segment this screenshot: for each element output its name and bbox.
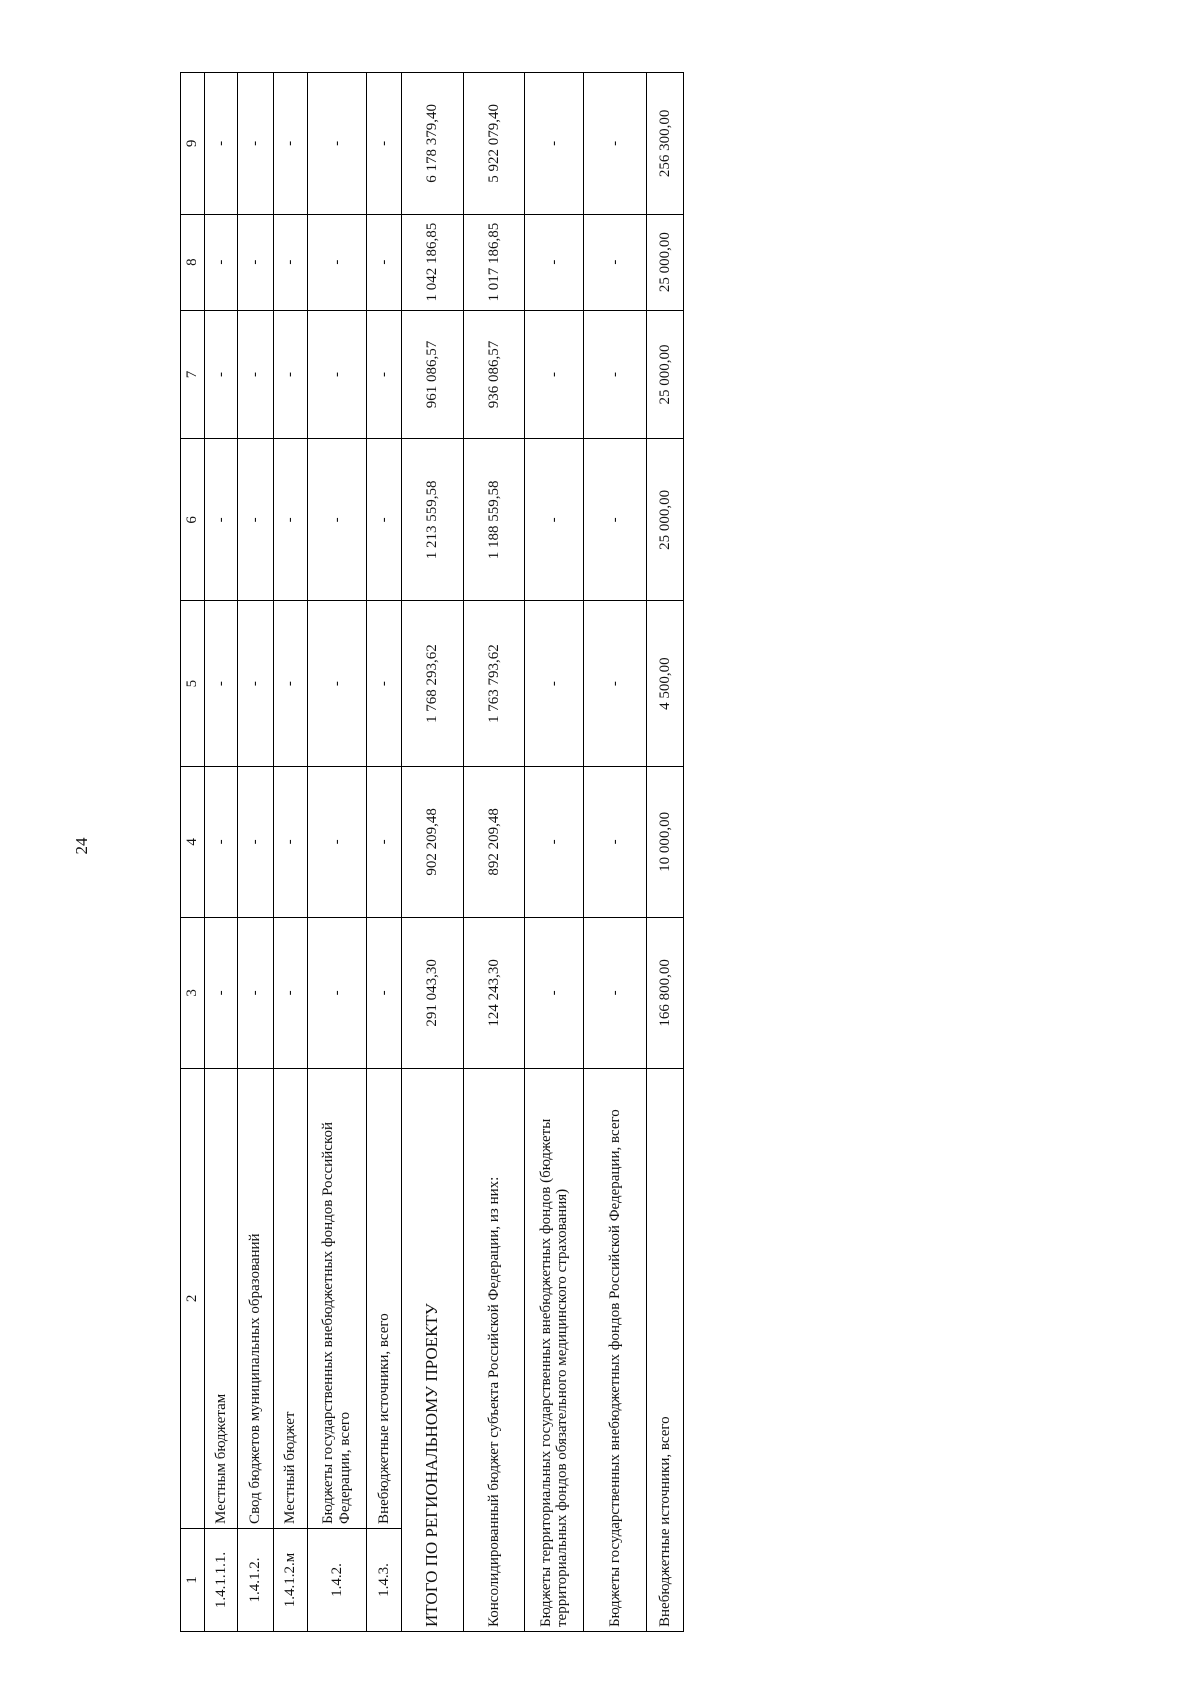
cell-value: - <box>205 73 238 215</box>
cell-value: 936 086,57 <box>464 310 525 439</box>
cell-value: - <box>237 917 273 1068</box>
cell-value: - <box>307 439 366 601</box>
cell-value: 291 043,30 <box>401 917 463 1068</box>
table-row <box>525 73 584 1632</box>
header-cell: 3 <box>181 917 205 1068</box>
cell-value: - <box>525 73 584 215</box>
cell-value: - <box>273 601 307 767</box>
rotated-table-content <box>180 72 684 1632</box>
header-cell: 4 <box>181 766 205 917</box>
cell-value: - <box>273 310 307 439</box>
cell-value: - <box>273 439 307 601</box>
cell-value: - <box>584 310 646 439</box>
cell-value: 1 213 559,58 <box>401 439 463 601</box>
cell-value: 1 017 186,85 <box>464 214 525 310</box>
header-cell: 7 <box>181 310 205 439</box>
cell-value: - <box>205 214 238 310</box>
row-name: Местный бюджет <box>273 1068 307 1528</box>
cell-value: - <box>273 766 307 917</box>
header-cell: 5 <box>181 601 205 767</box>
cell-value: - <box>366 917 401 1068</box>
cell-value: 25 000,00 <box>646 214 683 310</box>
cell-value: - <box>237 439 273 601</box>
cell-value: - <box>584 73 646 215</box>
cell-value: - <box>237 766 273 917</box>
cell-value: 10 000,00 <box>646 766 683 917</box>
cell-value: - <box>525 214 584 310</box>
cell-value: 256 300,00 <box>646 73 683 215</box>
row-name: Бюджеты государственных внебюджетных фондов Российской Федерации, всего <box>584 1068 646 1631</box>
row-name: Внебюджетные источники, всего <box>366 1068 401 1528</box>
cell-value: - <box>584 439 646 601</box>
table-row <box>273 73 307 1632</box>
cell-value: 4 500,00 <box>646 601 683 767</box>
header-row <box>181 73 205 1632</box>
row-code: 1.4.2. <box>307 1528 366 1631</box>
cell-value: 1 763 793,62 <box>464 601 525 767</box>
cell-value: - <box>525 310 584 439</box>
cell-value: - <box>366 310 401 439</box>
table-row <box>584 73 646 1632</box>
cell-value: 6 178 379,40 <box>401 73 463 215</box>
cell-value: - <box>525 917 584 1068</box>
cell-value: - <box>525 601 584 767</box>
table-row <box>307 73 366 1632</box>
row-code: 1.4.1.2. <box>237 1528 273 1631</box>
row-name: ИТОГО ПО РЕГИОНАЛЬНОМУ ПРОЕКТУ <box>401 1068 463 1631</box>
cell-value: - <box>237 214 273 310</box>
cell-value: - <box>205 766 238 917</box>
row-code: 1.4.1.1.1. <box>205 1528 238 1631</box>
cell-value: - <box>205 310 238 439</box>
cell-value: - <box>273 917 307 1068</box>
header-cell: 2 <box>181 1068 205 1528</box>
cell-value: - <box>307 766 366 917</box>
cell-value: 1 042 186,85 <box>401 214 463 310</box>
row-code: 1.4.1.2.м <box>273 1528 307 1631</box>
cell-value: - <box>307 917 366 1068</box>
cell-value: - <box>237 601 273 767</box>
row-name: Местным бюджетам <box>205 1068 238 1528</box>
cell-value: - <box>307 73 366 215</box>
cell-value: - <box>584 601 646 767</box>
cell-value: 961 086,57 <box>401 310 463 439</box>
row-code: 1.4.3. <box>366 1528 401 1631</box>
table-row <box>646 73 683 1632</box>
table-row <box>464 73 525 1632</box>
rotated-table-wrapper <box>180 72 684 1632</box>
table-row <box>205 73 238 1632</box>
cell-value: 25 000,00 <box>646 439 683 601</box>
cell-value: 5 922 079,40 <box>464 73 525 215</box>
cell-value: 166 800,00 <box>646 917 683 1068</box>
cell-value: - <box>525 439 584 601</box>
table-row <box>366 73 401 1632</box>
cell-value: 902 209,48 <box>401 766 463 917</box>
header-cell: 8 <box>181 214 205 310</box>
header-cell: 6 <box>181 439 205 601</box>
row-name: Бюджеты территориальных государственных внебюджетных фондов (бюджеты территориальных фондов обязательного медицинского страхования) <box>525 1068 584 1631</box>
row-name: Консолидированный бюджет субъекта Российской Федерации, из них: <box>464 1068 525 1631</box>
table-row <box>237 73 273 1632</box>
row-name: Внебюджетные источники, всего <box>646 1068 683 1631</box>
total-row <box>401 73 463 1632</box>
cell-value: - <box>273 73 307 215</box>
row-name: Свод бюджетов муниципальных образований <box>237 1068 273 1528</box>
cell-value: - <box>584 917 646 1068</box>
budget-table <box>180 72 684 1632</box>
header-cell: 1 <box>181 1528 205 1631</box>
cell-value: - <box>205 601 238 767</box>
row-name: Бюджеты государственных внебюджетных фондов Российской Федерации, всего <box>307 1068 366 1528</box>
cell-value: - <box>366 214 401 310</box>
cell-value: - <box>273 214 307 310</box>
cell-value: - <box>584 214 646 310</box>
cell-value: 1 768 293,62 <box>401 601 463 767</box>
cell-value: 25 000,00 <box>646 310 683 439</box>
cell-value: - <box>307 310 366 439</box>
table-body <box>181 73 684 1632</box>
page-number: 24 <box>72 837 91 855</box>
cell-value: 124 243,30 <box>464 917 525 1068</box>
cell-value: - <box>307 601 366 767</box>
cell-value: - <box>366 601 401 767</box>
cell-value: - <box>366 439 401 601</box>
cell-value: - <box>237 310 273 439</box>
cell-value: - <box>525 766 584 917</box>
cell-value: 1 188 559,58 <box>464 439 525 601</box>
cell-value: - <box>237 73 273 215</box>
header-cell: 9 <box>181 73 205 215</box>
cell-value: - <box>584 766 646 917</box>
cell-value: - <box>205 439 238 601</box>
cell-value: - <box>307 214 366 310</box>
cell-value: - <box>366 73 401 215</box>
cell-value: - <box>366 766 401 917</box>
cell-value: - <box>205 917 238 1068</box>
cell-value: 892 209,48 <box>464 766 525 917</box>
